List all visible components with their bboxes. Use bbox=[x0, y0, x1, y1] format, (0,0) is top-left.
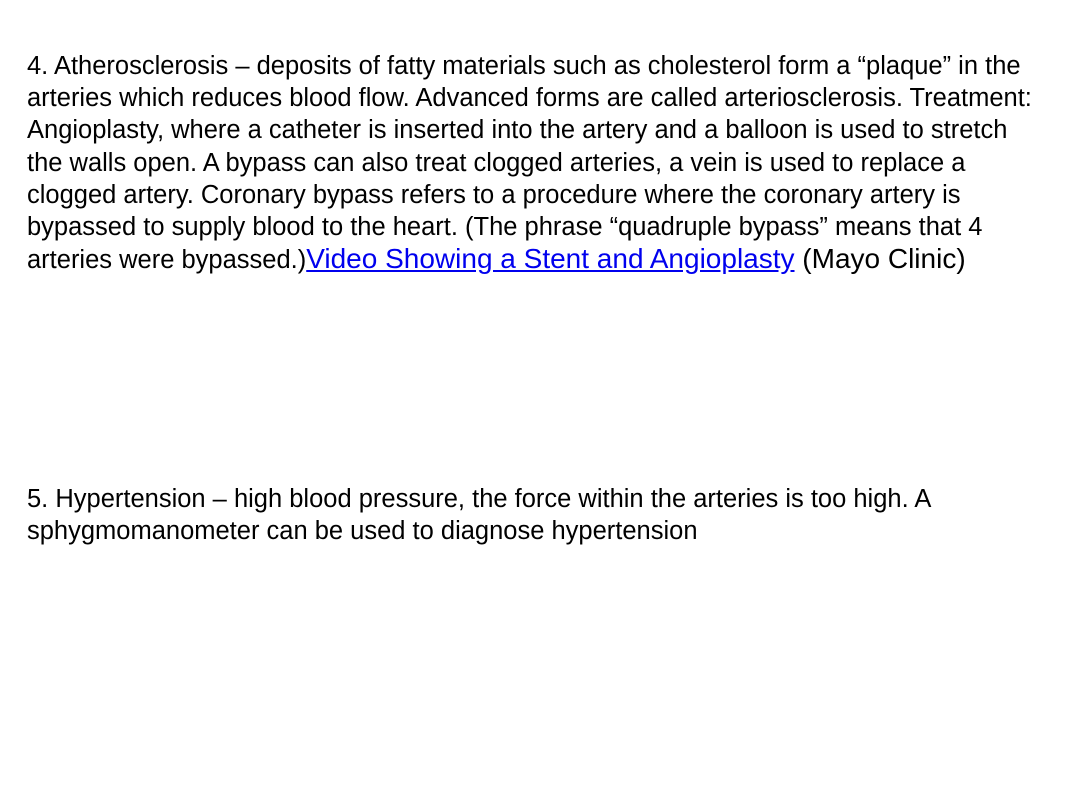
video-source-label: (Mayo Clinic) bbox=[794, 243, 966, 275]
atherosclerosis-paragraph bbox=[27, 50, 1047, 276]
stent-angioplasty-video-link[interactable]: Video Showing a Stent and Angioplasty bbox=[306, 243, 795, 275]
hypertension-paragraph bbox=[27, 483, 1047, 547]
atherosclerosis-text: 4. Atherosclerosis – deposits of fatty materials such as cholesterol form a “plaque” in the arteries which reduces blood flow. Advanced forms are called arteriosclerosis. Treatment: Angioplasty, where a catheter is inserted into the artery and a balloon is used to stretch the walls open. A bypass can also treat clogged arteries, a vein is used to replace a clogged artery. Coronary bypass refers to a procedure where the coronary artery is bypassed to supply blood to the heart. (The phrase “quadruple bypass” means that 4 arteries were bypassed.) bbox=[27, 52, 1032, 275]
hypertension-text: 5. Hypertension – high blood pressure, the force within the arteries is too high. A sphygmomanometer can be used to diagnose hypertension bbox=[27, 485, 930, 546]
